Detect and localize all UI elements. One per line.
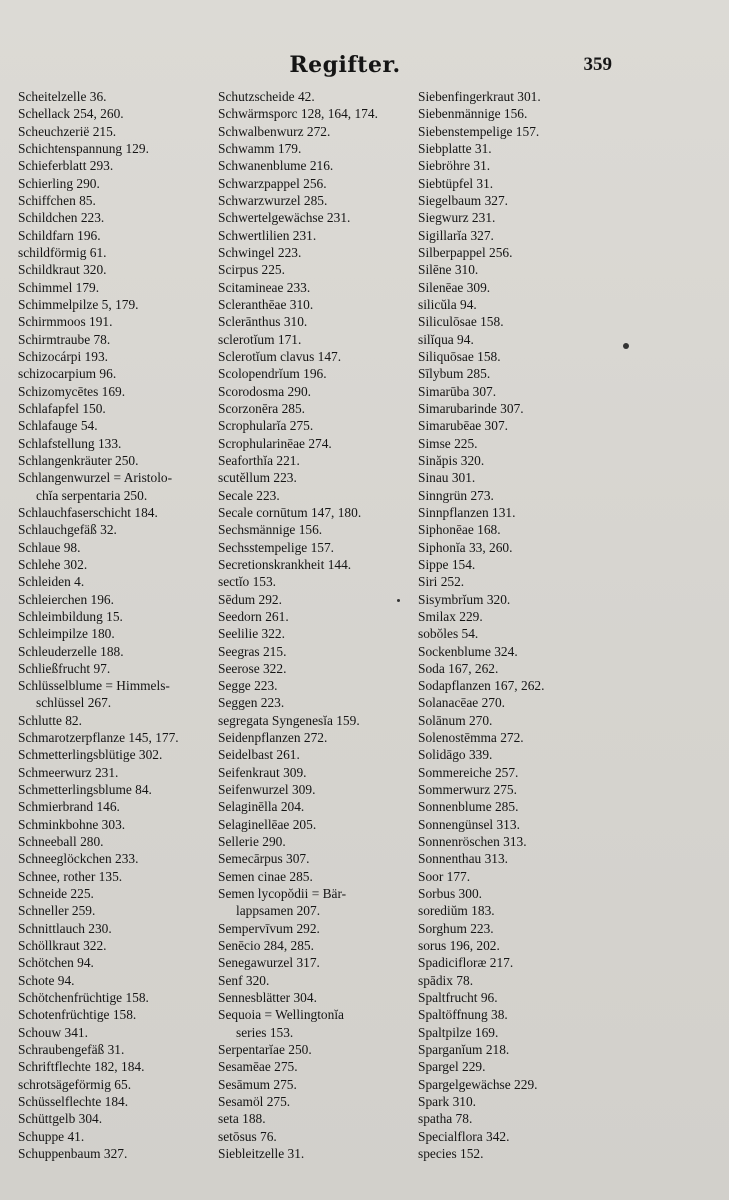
index-entry: Schwertlilien 231. — [218, 227, 317, 243]
index-entry: schlüssel 267. — [36, 695, 112, 711]
index-entry: lappsamen 207. — [236, 903, 321, 919]
index-entry: schildförmig 61. — [18, 244, 107, 260]
index-entry: Schildchen 223. — [18, 210, 105, 226]
index-entry: Specialflora 342. — [418, 1128, 510, 1144]
index-entry: Soda 167, 262. — [418, 660, 499, 676]
page-number: 359 — [583, 54, 612, 75]
index-entry: Scleranthēae 310. — [218, 296, 314, 312]
index-entry: sobŏles 54. — [418, 626, 479, 642]
index-entry: Sennesblätter 304. — [218, 990, 317, 1006]
running-title: Regifter. — [289, 52, 401, 78]
index-entry: segregata Syngenesĭa 159. — [218, 712, 360, 728]
index-entry: spatha 78. — [418, 1111, 473, 1127]
index-entry: Schouw 341. — [18, 1024, 88, 1040]
index-entry: Schildfarn 196. — [18, 227, 101, 243]
index-entry: Schleimpilze 180. — [18, 626, 115, 642]
index-entry: Sorghum 223. — [418, 920, 494, 936]
index-entry: Schutzscheide 42. — [218, 89, 315, 104]
index-entry: Sonnenthau 313. — [418, 851, 509, 867]
index-entry: Seidenpflanzen 272. — [218, 730, 328, 746]
index-entry: Senēcio 284, 285. — [218, 938, 314, 954]
index-entry: Schmetterlingsblütige 302. — [18, 747, 163, 763]
index-entry: Schellack 254, 260. — [18, 106, 124, 122]
index-entry: Semen lycopŏdii = Bär- — [218, 886, 347, 902]
index-entry: Selaginellēae 205. — [218, 816, 317, 832]
index-entry: Scolopendrĭum 196. — [218, 366, 327, 382]
index-entry: Schneeball 280. — [18, 834, 104, 850]
index-entry: Seidelbast 261. — [218, 747, 300, 763]
index-entry: Siebenmännige 156. — [418, 106, 528, 122]
index-entry: sclerotĭum 171. — [218, 331, 302, 347]
index-entry: Schnee, rother 135. — [18, 868, 123, 884]
index-entry: Spaltpilze 169. — [418, 1024, 499, 1040]
index-entry: Secale cornūtum 147, 180. — [218, 504, 362, 520]
index-entry: Schmierbrand 146. — [18, 799, 120, 815]
index-entry: Seifenwurzel 309. — [218, 782, 316, 798]
index-entry: Serpentarĭae 250. — [218, 1042, 312, 1058]
index-entry: Sēdum 292. — [218, 591, 282, 607]
index-entry: Schlauchfaserschicht 184. — [18, 504, 158, 520]
ink-speck — [397, 599, 400, 602]
index-entry: Seifenkraut 309. — [218, 764, 307, 780]
index-entry: sectĭo 153. — [218, 574, 277, 590]
index-entry: Scorzonēra 285. — [218, 400, 306, 416]
index-entry: chĭa serpentaria 250. — [36, 487, 148, 503]
index-entry: Schwanenblume 216. — [218, 158, 334, 174]
index-entry: Schimmel 179. — [18, 279, 100, 295]
index-entry: Schwalbenwurz 272. — [218, 123, 331, 139]
index-entry: Schneller 259. — [18, 903, 96, 919]
index-entry: Scrophularĭa 275. — [218, 418, 314, 434]
index-entry: Simse 225. — [418, 435, 478, 451]
index-entry: Schlafauge 54. — [18, 418, 98, 434]
index-entry: silicŭla 94. — [418, 296, 477, 312]
index-entry: Solidāgo 339. — [418, 747, 493, 763]
index-entry: Siebleitzelle 31. — [218, 1146, 305, 1162]
index-entry: Schichtenspannung 129. — [18, 140, 149, 156]
index-entry: Simarūba 307. — [418, 383, 497, 399]
index-entry: Semen cinae 285. — [218, 868, 313, 884]
index-entry: Schlehe 302. — [18, 556, 88, 572]
index-entry: Sonnenröschen 313. — [418, 834, 527, 850]
index-entry: Sinnpflanzen 131. — [418, 504, 516, 520]
index-entry: Schlaue 98. — [18, 539, 81, 555]
index-entry: Seaforthĭa 221. — [218, 452, 300, 468]
index-entry: Scheitelzelle 36. — [18, 89, 107, 104]
index-entry: Seegras 215. — [218, 643, 287, 659]
index-entry: Schiffchen 85. — [18, 192, 96, 208]
index-entry: Sinau 301. — [418, 470, 476, 486]
ink-speck — [623, 343, 629, 349]
index-entry: Schneeglöckchen 233. — [18, 851, 139, 867]
index-entry: Sonnengünsel 313. — [418, 816, 520, 832]
index-entry: Siebplatte 31. — [418, 140, 492, 156]
index-entry: Spark 310. — [418, 1094, 477, 1110]
index-entry: Schwarzwurzel 285. — [218, 192, 328, 208]
index-entry: Sīlybum 285. — [418, 366, 491, 382]
index-entry: Siebenfingerkraut 301. — [418, 89, 541, 104]
index-entry: Sigillarĭa 327. — [418, 227, 494, 243]
index-entry: Siegelbaum 327. — [418, 192, 509, 208]
index-entry: Schleimbildung 15. — [18, 608, 123, 624]
index-entry: Schote 94. — [18, 972, 75, 988]
index-entry: Schirmmoos 191. — [18, 314, 113, 330]
index-entry: Schmeerwurz 231. — [18, 764, 119, 780]
index-entry: Senf 320. — [218, 972, 270, 988]
index-entry: schrotsägeförmig 65. — [18, 1076, 132, 1092]
index-entry: Sommerwurz 275. — [418, 782, 517, 798]
index-entry: Sonnenblume 285. — [418, 799, 519, 815]
index-entry: Silēne 310. — [418, 262, 479, 278]
index-entry: Schneide 225. — [18, 886, 94, 902]
index-entry: Schlafstellung 133. — [18, 435, 122, 451]
index-entry: Schüsselflechte 184. — [18, 1094, 129, 1110]
index-entry: series 153. — [236, 1024, 294, 1040]
index-entry: sorediŭm 183. — [418, 903, 495, 919]
index-entry: setōsus 76. — [218, 1128, 277, 1144]
index-entry: Siebenstempelige 157. — [418, 123, 540, 139]
index-entry: spādix 78. — [418, 972, 474, 988]
index-entry: Schlüsselblume = Himmels- — [18, 678, 170, 694]
index-entry: Siebröhre 31. — [418, 158, 491, 174]
index-entry: Schwärmsporc 128, 164, 174. — [218, 106, 378, 122]
index-entry: seta 188. — [218, 1111, 266, 1127]
index-entry: Sommereiche 257. — [418, 764, 519, 780]
index-entry: sorus 196, 202. — [418, 938, 500, 954]
index-column-2 — [218, 88, 416, 1162]
index-entry: Sodapflanzen 167, 262. — [418, 678, 545, 694]
index-entry: Selaginēlla 204. — [218, 799, 305, 815]
index-entry: Schmarotzerpflanze 145, 177. — [18, 730, 179, 746]
index-entry: Schleiden 4. — [18, 574, 85, 590]
index-entry: Sechsmännige 156. — [218, 522, 323, 538]
index-entry: Schötchenfrüchtige 158. — [18, 990, 149, 1006]
index-entry: Schirmtraube 78. — [18, 331, 111, 347]
index-entry: Schriftflechte 182, 184. — [18, 1059, 145, 1075]
index-entry: Schwertelgewächse 231. — [218, 210, 351, 226]
index-entry: Sorbus 300. — [418, 886, 482, 902]
index-entry: Seedorn 261. — [218, 608, 289, 624]
index-entry: Simarubēae 307. — [418, 418, 508, 434]
index-entry: Siliquōsae 158. — [418, 348, 501, 364]
index-entry: Scorodosma 290. — [218, 383, 311, 399]
index-entry: Spadicifloræ 217. — [418, 955, 514, 971]
index-entry: Secretionskrankheit 144. — [218, 556, 352, 572]
index-entry: Spargelgewächse 229. — [418, 1076, 538, 1092]
index-entry: Sesamöl 275. — [218, 1094, 291, 1110]
index-entry: Solanacēae 270. — [418, 695, 505, 711]
index-entry: Sempervīvum 292. — [218, 920, 320, 936]
index-entry: schizocarpium 96. — [18, 366, 117, 382]
index-entry: Schließfrucht 97. — [18, 660, 111, 676]
index-entry: Senegawurzel 317. — [218, 955, 320, 971]
index-entry: Scirpus 225. — [218, 262, 285, 278]
index-entry: Siliculōsae 158. — [418, 314, 504, 330]
index-entry: Schwamm 179. — [218, 140, 302, 156]
index-entry: Schminkbohne 303. — [18, 816, 126, 832]
index-entry: Schöllkraut 322. — [18, 938, 107, 954]
index-entry: Schötchen 94. — [18, 955, 94, 971]
index-entry: Sippe 154. — [418, 556, 476, 572]
index-entry: Sclerotĭum clavus 147. — [218, 348, 342, 364]
index-entry: Schwingel 223. — [218, 244, 302, 260]
index-entry: Sinngrün 273. — [418, 487, 494, 503]
index-entry: Sequoia = Wellingtonĭa — [218, 1007, 344, 1023]
index-entry: Schlafapfel 150. — [18, 400, 106, 416]
index-entry: Segge 223. — [218, 678, 278, 694]
index-entry: Siegwurz 231. — [418, 210, 496, 226]
index-entry: Schlangenkräuter 250. — [18, 452, 139, 468]
index-entry: Sesāmum 275. — [218, 1076, 297, 1092]
index-entry: Sclerānthus 310. — [218, 314, 308, 330]
index-entry: Schildkraut 320. — [18, 262, 107, 278]
index-entry: Schraubengefäß 31. — [18, 1042, 125, 1058]
index-column-1 — [18, 88, 218, 1162]
index-entry: Schlutte 82. — [18, 712, 82, 728]
index-entry: species 152. — [418, 1146, 484, 1162]
index-entry: Sockenblume 324. — [418, 643, 518, 659]
index-entry: Sellerie 290. — [218, 834, 286, 850]
index-entry: Smilax 229. — [418, 608, 483, 624]
index-entry: Schüttgelb 304. — [18, 1111, 103, 1127]
index-entry: Siri 252. — [418, 574, 465, 590]
index-entry: Sechsstempelige 157. — [218, 539, 335, 555]
index-entry: Silberpappel 256. — [418, 244, 513, 260]
index-entry: Spaltfrucht 96. — [418, 990, 498, 1006]
index-entry: Schnittlauch 230. — [18, 920, 112, 936]
index-entry: Schuppenbaum 327. — [18, 1146, 128, 1162]
index-entry: Solānum 270. — [418, 712, 493, 728]
index-entry: Scrophularinēae 274. — [218, 435, 332, 451]
index-entry: Soor 177. — [418, 868, 471, 884]
index-entry: Siebtüpfel 31. — [418, 175, 494, 191]
index-entry: Spaltöffnung 38. — [418, 1007, 508, 1023]
index-entry: Seerose 322. — [218, 660, 287, 676]
index-entry: Schlangenwurzel = Aristolo- — [18, 470, 173, 486]
index-entry: Seelilie 322. — [218, 626, 285, 642]
index-entry: Schleierchen 196. — [18, 591, 114, 607]
index-entry: Seggen 223. — [218, 695, 285, 711]
index-entry: Spargel 229. — [418, 1059, 486, 1075]
index-entry: Schmetterlingsblume 84. — [18, 782, 152, 798]
index-entry: Schizocárpi 193. — [18, 348, 108, 364]
index-entry: Solenostēmma 272. — [418, 730, 524, 746]
index-entry: Simarubarinde 307. — [418, 400, 524, 416]
index-entry: Siphonēae 168. — [418, 522, 501, 538]
index-entry: Siphonĭa 33, 260. — [418, 539, 513, 555]
index-entry: Schieferblatt 293. — [18, 158, 114, 174]
page-header — [0, 52, 729, 82]
index-entry: Silenēae 309. — [418, 279, 491, 295]
index-entry: Schizomycētes 169. — [18, 383, 126, 399]
index-entry: Schlauchgefäß 32. — [18, 522, 117, 538]
index-entry: scutĕllum 223. — [218, 470, 297, 486]
index-entry: Semecārpus 307. — [218, 851, 310, 867]
index-entry: Schuppe 41. — [18, 1128, 85, 1144]
index-entry: Schierling 290. — [18, 175, 100, 191]
index-entry: Schimmelpilze 5, 179. — [18, 296, 139, 312]
index-entry: Sesamēae 275. — [218, 1059, 298, 1075]
index-entry: Sinăpis 320. — [418, 452, 485, 468]
index-column-3 — [418, 88, 618, 1162]
index-entry: Secale 223. — [218, 487, 280, 503]
index-entry: Sisymbrĭum 320. — [418, 591, 511, 607]
index-entry: Sparganĭum 218. — [418, 1042, 510, 1058]
index-entry: Schleuderzelle 188. — [18, 643, 124, 659]
index-entry: Scitamineae 233. — [218, 279, 311, 295]
index-entry: Schotenfrüchtige 158. — [18, 1007, 137, 1023]
index-entry: silĭqua 94. — [418, 331, 474, 347]
index-entry: Scheuchzerië 215. — [18, 123, 117, 139]
index-entry: Schwarzpappel 256. — [218, 175, 327, 191]
